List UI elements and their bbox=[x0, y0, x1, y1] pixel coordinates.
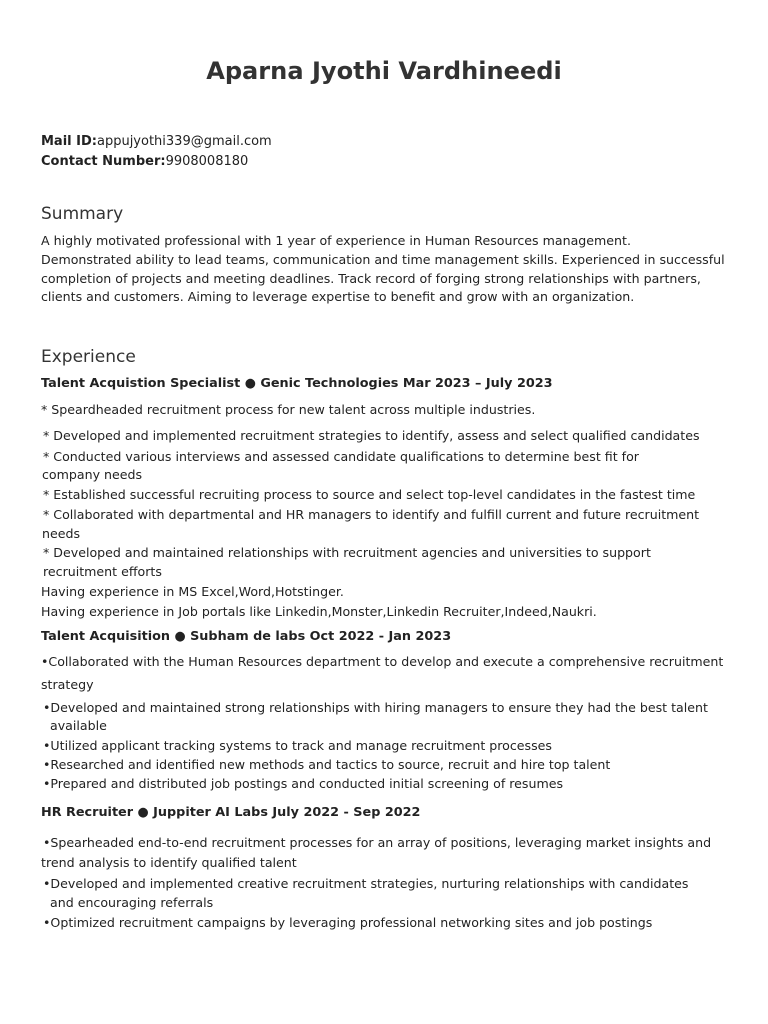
job-bullet: strategy bbox=[41, 677, 94, 692]
job-bullet: Having experience in Job portals like Linkedin,Monster,Linkedin Recruiter,Indeed,Naukri. bbox=[41, 604, 597, 619]
summary-heading: Summary bbox=[41, 204, 124, 224]
job-title: Talent Acquistion Specialist ● Genic Technologies Mar 2023 – July 2023 bbox=[41, 376, 553, 391]
job-bullet: * Developed and implemented recruitment strategies to identify, assess and select qualified candidates bbox=[43, 428, 700, 443]
summary-line: completion of projects and meeting deadlines. Track record of forging strong relationships with partners, bbox=[41, 271, 701, 286]
job-bullet: •Prepared and distributed job postings and conducted initial screening of resumes bbox=[43, 776, 564, 791]
summary-line: A highly motivated professional with 1 year of experience in Human Resources management. bbox=[41, 233, 631, 248]
job-bullet: •Spearheaded end-to-end recruitment processes for an array of positions, leveraging market insights and bbox=[43, 835, 712, 850]
job-bullet: * Developed and maintained relationships with recruitment agencies and universities to support bbox=[43, 545, 651, 560]
resume-name: Aparna Jyothi Vardhineedi bbox=[206, 57, 562, 85]
experience-heading: Experience bbox=[41, 347, 136, 367]
job-bullet: recruitment efforts bbox=[43, 564, 162, 579]
job-bullet: •Developed and maintained strong relationships with hiring managers to ensure they had the best talent bbox=[43, 700, 708, 715]
job-bullet: * Conducted various interviews and assessed candidate qualifications to determine best fit for bbox=[43, 449, 639, 464]
mail-value: appujyothi339@gmail.com bbox=[96, 134, 272, 149]
job-bullet: •Developed and implemented creative recruitment strategies, nurturing relationships with candidates bbox=[43, 876, 689, 891]
job-bullet: •Utilized applicant tracking systems to track and manage recruitment processes bbox=[43, 738, 552, 753]
job-title: HR Recruiter ● Juppiter AI Labs July 2022 - Sep 2022 bbox=[41, 805, 421, 820]
job-bullet: •Collaborated with the Human Resources department to develop and execute a comprehensive recruitment bbox=[41, 654, 724, 669]
job-bullet: trend analysis to identify qualified talent bbox=[41, 855, 297, 870]
job-bullet: * Speardheaded recruitment process for new talent across multiple industries. bbox=[41, 402, 536, 417]
job-bullet: * Collaborated with departmental and HR managers to identify and fulfill current and future recruitment bbox=[43, 507, 700, 522]
summary-line: clients and customers. Aiming to leverage expertise to benefit and grow with an organization. bbox=[41, 289, 635, 304]
mail-row bbox=[41, 134, 272, 149]
phone-value: 9908008180 bbox=[165, 154, 249, 169]
phone-row bbox=[41, 154, 248, 169]
mail-label: Mail ID: bbox=[41, 134, 97, 149]
job-bullet: Having experience in MS Excel,Word,Hotstinger. bbox=[41, 584, 344, 599]
phone-label: Contact Number: bbox=[41, 154, 166, 169]
job-bullet: •Optimized recruitment campaigns by leveraging professional networking sites and job postings bbox=[43, 915, 653, 930]
job-bullet: needs bbox=[42, 526, 81, 541]
job-bullet: * Established successful recruiting process to source and select top-level candidates in the fastest time bbox=[43, 487, 696, 502]
summary-line: Demonstrated ability to lead teams, communication and time management skills. Experienced in successful bbox=[41, 252, 725, 267]
job-bullet: and encouraging referrals bbox=[50, 895, 214, 910]
job-bullet: company needs bbox=[42, 467, 143, 482]
job-title: Talent Acquisition ● Subham de labs Oct 2022 - Jan 2023 bbox=[41, 629, 452, 644]
job-bullet: •Researched and identified new methods and tactics to source, recruit and hire top talent bbox=[43, 757, 611, 772]
job-bullet: available bbox=[50, 718, 107, 733]
